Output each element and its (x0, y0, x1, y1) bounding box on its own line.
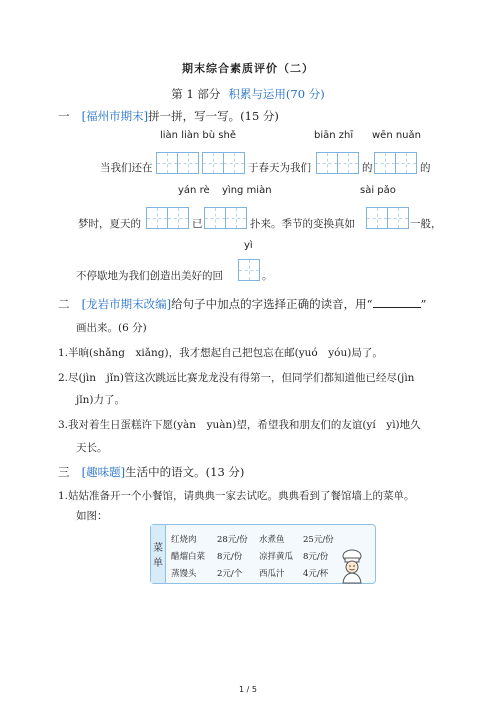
answer-grid-yingmian[interactable] (204, 207, 246, 229)
part-label: 第 1 部分 (171, 87, 221, 101)
answer-grid-saipao[interactable] (366, 207, 408, 229)
menu-item-name: 水煮鱼 (259, 535, 285, 545)
section3-number: 三 (58, 465, 70, 479)
section2-question-3-cont[interactable]: 天长。 (76, 442, 108, 454)
section2-heading (58, 296, 426, 312)
section2-question-3[interactable]: 3.我对着生日蛋糕许下愿(yàn yuàn)望，希望我和朋友们的友谊(yí yì)地久 (58, 419, 421, 431)
menu-item-price: 2元/个 (217, 569, 243, 579)
answer-grid-lianlianbushe[interactable] (156, 152, 244, 174)
menu-item-price: 8元/份 (217, 552, 243, 562)
menu-item-price: 4元/杯 (303, 569, 329, 579)
line3-text-b: 。 (262, 270, 273, 282)
line1-text-a: 当我们还在 (100, 162, 153, 174)
section2-source: [龙岩市期末改编] (81, 297, 172, 311)
line3-text-a: 不停歇地为我们创造出美好的回 (76, 270, 223, 282)
answer-grid-wennuan[interactable] (374, 152, 416, 174)
line2-text-d: 一般， (410, 218, 442, 230)
section2-prompt-a: 给句子中加点的字选择正确的读音，用“ (171, 297, 373, 311)
menu-item-price: 8元/份 (303, 552, 329, 562)
menu-item-name: 醋熘白菜 (171, 552, 206, 562)
section3-question-1-cont: 如图： (76, 510, 108, 522)
pinyin-saipao: sài pǎo (360, 185, 396, 196)
section1-prompt: 拼一拼，写一写。(15 分) (148, 109, 279, 123)
line2-text-c: 扑来。季节的变换真如 (250, 218, 355, 230)
section2-question-2[interactable]: 2.尽(jìn jǐn)管这次跳远比赛龙龙没有得第一，但同学们都知道他已经尽(jìn (58, 372, 415, 384)
part-name: 积累与运用(70 分) (228, 87, 325, 101)
underline-sample (373, 297, 421, 308)
answer-grid-bianzhi[interactable] (316, 152, 358, 174)
pinyin-yi: yì (244, 240, 253, 251)
menu-item-name: 凉拌黄瓜 (259, 552, 294, 562)
line1-text-b: 于春天为我们 (248, 162, 311, 174)
menu-item-price: 28元/份 (217, 535, 248, 545)
section2-question-1[interactable]: 1.半晌(shǎng xiǎng)，我才想起自己把包忘在邮(yuó yóu)局了。 (58, 347, 383, 359)
section2-number: 二 (58, 297, 70, 311)
pinyin-yanre: yán rè (178, 185, 210, 196)
menu-item-name: 西瓜汁 (259, 569, 285, 579)
section3-question-1: 1.姑姑准备开一个小餐馆，请典典一家去试吃。典典看到了餐馆墙上的菜单。 (58, 490, 415, 502)
pinyin-wennuan: wēn nuǎn (372, 130, 421, 141)
line1-text-c: 的 (362, 162, 373, 174)
answer-grid-yi[interactable] (238, 259, 259, 281)
section3-heading (58, 464, 244, 480)
line2-text-a: 梦时，夏天的 (78, 218, 141, 230)
line2-text-b: 已 (192, 218, 203, 230)
pinyin-bianzhi: biān zhī (314, 130, 354, 141)
menu-item-name: 蒸馒头 (171, 569, 197, 579)
page-number: 1 / 5 (239, 685, 257, 694)
menu-side-label: 菜 单 (151, 525, 166, 583)
section2-question-2-cont[interactable]: jǐn)力了。 (76, 394, 125, 406)
menu-item-name: 红烧肉 (171, 535, 197, 545)
menu-item-price: 25元/份 (303, 535, 334, 545)
part-heading (0, 86, 496, 102)
answer-grid-yanre[interactable] (146, 207, 188, 229)
chef-icon (334, 548, 370, 584)
section3-source: [趣味题] (81, 465, 126, 479)
page-title: 期末综合素质评价（二） (182, 62, 314, 75)
section3-prompt: 生活中的语文。(13 分) (125, 465, 245, 479)
section2-prompt-b: ” (420, 297, 427, 311)
line1-text-d: 的 (420, 162, 431, 174)
pinyin-lianlianbushe: liàn liàn bù shě (160, 130, 236, 141)
section1-number: 一 (58, 109, 70, 123)
section2-prompt-2: 画出来。(6 分) (76, 322, 147, 334)
pinyin-yingmian: yìng miàn (222, 185, 272, 196)
section1-source: [福州市期末] (81, 109, 149, 123)
section1-heading (58, 108, 279, 124)
